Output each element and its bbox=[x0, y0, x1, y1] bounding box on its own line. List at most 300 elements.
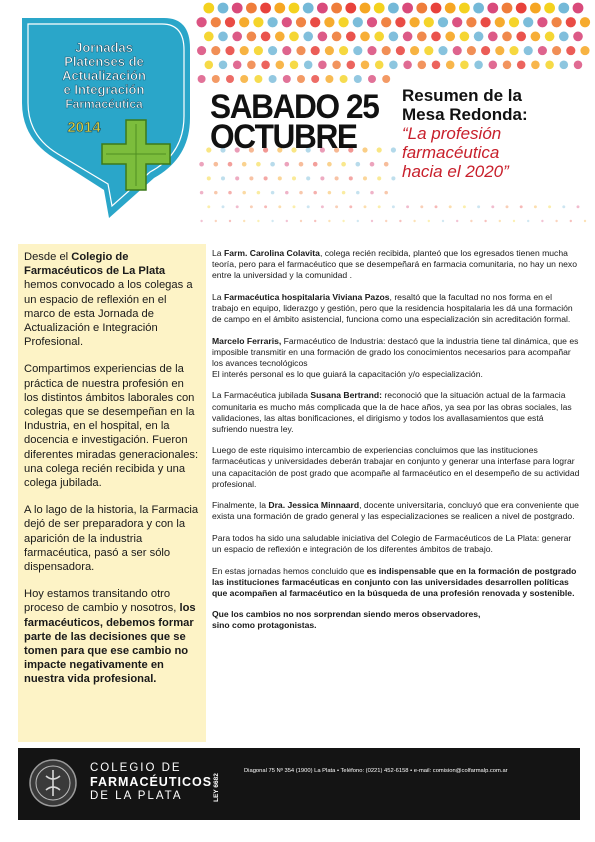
decor-dot bbox=[491, 205, 494, 208]
decor-dot bbox=[349, 205, 352, 208]
decor-dot bbox=[566, 46, 575, 55]
decor-dot bbox=[267, 17, 277, 27]
decor-dot bbox=[203, 3, 214, 14]
decor-dot bbox=[332, 61, 341, 70]
decor-dot bbox=[200, 191, 204, 195]
decor-dot bbox=[207, 205, 210, 208]
decor-dot bbox=[420, 205, 423, 208]
decor-dot bbox=[328, 191, 332, 195]
decor-dot bbox=[355, 162, 360, 167]
decor-dot bbox=[517, 61, 526, 70]
org-line-2: FARMACÉUTICOS bbox=[90, 775, 213, 789]
decor-dot bbox=[370, 191, 374, 195]
decor-dot bbox=[499, 220, 501, 222]
body-text: , colega recién recibida, planteó que los egresados tienen mucha teoría, pero para el farmacéutico que se desempeñará en farmacia comunitaria, no hay un nexo entre la universidad y la comunidad . bbox=[212, 248, 577, 281]
decor-dot bbox=[367, 46, 376, 55]
summary-quote-3: hacia el 2020” bbox=[402, 162, 509, 181]
decor-dot bbox=[562, 205, 565, 208]
decor-dot bbox=[353, 46, 362, 55]
decor-dot bbox=[435, 205, 438, 208]
decor-dot bbox=[418, 61, 427, 70]
decor-dot bbox=[311, 75, 319, 83]
speaker-bertrand bbox=[212, 390, 580, 434]
decor-dot bbox=[205, 61, 214, 70]
decor-dot bbox=[325, 75, 333, 83]
decor-dot bbox=[235, 176, 239, 180]
decor-dot bbox=[531, 61, 540, 70]
decor-dot bbox=[473, 3, 484, 14]
decor-dot bbox=[211, 17, 221, 27]
decor-dot bbox=[225, 46, 234, 55]
decor-dot bbox=[282, 46, 291, 55]
intro-paragraph-3: A lo lago de la historia, la Farmacia dejó de ser preparadora y con la aparición de la industria farmacéutica, pasó a ser sólo dispensadora. bbox=[24, 504, 199, 574]
speaker-pazos bbox=[212, 292, 580, 325]
decor-dot bbox=[335, 176, 339, 180]
college-name-block bbox=[90, 761, 212, 803]
decor-dot bbox=[269, 75, 277, 83]
decor-dot bbox=[544, 3, 555, 14]
decor-dot bbox=[304, 61, 313, 70]
decor-dot bbox=[243, 220, 245, 222]
decor-dot bbox=[240, 46, 249, 55]
decor-dot bbox=[558, 3, 569, 14]
decor-dot bbox=[228, 162, 233, 167]
decor-dot bbox=[264, 205, 267, 208]
decor-dot bbox=[328, 220, 330, 222]
decor-dot bbox=[196, 17, 206, 27]
decor-dot bbox=[502, 32, 512, 42]
decor-dot bbox=[432, 61, 441, 70]
decor-dot bbox=[249, 176, 253, 180]
decor-dot bbox=[229, 220, 231, 222]
summary-title-2: Mesa Redonda: bbox=[402, 105, 528, 124]
body-text: , resaltó que la facultad no nos forma en el trabajo en equipo, liderazgo y gestión, pero que la residencia hospitalaria les dá una formación de campo en el ámbito asistencial, funciona como una especialización sin acreditación formal. bbox=[212, 291, 573, 324]
decor-dot bbox=[219, 61, 228, 70]
body-text: La Farmacéutica jubilada bbox=[212, 390, 311, 401]
decor-dot bbox=[197, 46, 206, 55]
decor-dot bbox=[225, 17, 235, 27]
decor-dot bbox=[527, 220, 529, 222]
decor-dot bbox=[574, 61, 583, 70]
decor-dot bbox=[313, 162, 318, 167]
speaker-ferraris bbox=[212, 336, 580, 380]
decor-dot bbox=[331, 3, 342, 14]
speaker-colavita bbox=[212, 248, 580, 281]
decor-dot bbox=[487, 3, 498, 14]
decor-dot bbox=[293, 205, 296, 208]
decor-dot bbox=[270, 162, 275, 167]
decor-dot bbox=[384, 191, 388, 195]
decor-dot bbox=[424, 46, 433, 55]
decor-dot bbox=[503, 61, 512, 70]
decor-dot bbox=[289, 3, 300, 14]
conclusion-paragraph: Luego de este riquisimo intercambio de experiencias concluimos que las instituciones farmacéuticas y universidades deberán trabajar en conjunto y generar una interfase para lograr una capacitación de post grado que acompañe al farmacéutico en el desempeño de su actividad profesional. bbox=[212, 445, 580, 489]
decor-dot bbox=[406, 205, 409, 208]
decor-dot bbox=[332, 32, 342, 42]
body-text: El interés personal es lo que guiará la capacitación y/o especialización. bbox=[212, 368, 483, 379]
decor-dot bbox=[384, 162, 389, 167]
org-line-1: COLEGIO DE bbox=[90, 762, 182, 774]
decor-dot bbox=[341, 162, 346, 167]
decor-dot bbox=[531, 32, 541, 42]
decor-dot bbox=[460, 61, 469, 70]
decor-dot bbox=[221, 176, 225, 180]
decor-dot bbox=[335, 205, 338, 208]
decor-dot bbox=[438, 46, 447, 55]
decor-dot bbox=[207, 176, 211, 180]
decor-dot bbox=[424, 17, 434, 27]
closing-line: Que los cambios no nos sorprendan siendo meros observadores, bbox=[212, 609, 481, 620]
intro-emphasis: los farmacéuticos, debemos formar parte de las decisiones que se tomen para que ese cambio no impacte negativamente en nuestra vida profesional. bbox=[24, 602, 196, 686]
decor-dot bbox=[283, 75, 291, 83]
decor-dot bbox=[254, 75, 262, 83]
decor-dot bbox=[226, 75, 234, 83]
decor-dot bbox=[502, 3, 513, 14]
decor-dot bbox=[409, 17, 419, 27]
decor-dot bbox=[242, 191, 246, 195]
jornadas-badge bbox=[14, 8, 194, 234]
decor-dot bbox=[506, 205, 509, 208]
decor-dot bbox=[254, 46, 263, 55]
decor-dot bbox=[559, 32, 569, 42]
decor-dot bbox=[371, 220, 373, 222]
decor-dot bbox=[570, 220, 572, 222]
decor-dot bbox=[299, 191, 303, 195]
college-name: Colegio de Farmacéuticos de La Plata bbox=[24, 251, 166, 278]
badge-line-3: Actualización bbox=[62, 68, 146, 83]
intro-paragraph-2: Compartimos experiencias de la práctica de nuestra profesión en los distintos ámbitos laborales con colegas que se desempeñan en la Industria, en el hospital, en la docencia e investigación. Fueron diferentes miradas generacionales: una colega recién recibida y una colega jubilada. bbox=[24, 363, 199, 490]
decor-dot bbox=[375, 61, 384, 70]
speaker-name: Marcelo Ferraris, bbox=[212, 335, 282, 346]
decor-dot bbox=[299, 162, 304, 167]
decor-dot bbox=[410, 46, 419, 55]
decor-dot bbox=[212, 75, 220, 83]
decor-dot bbox=[452, 17, 462, 27]
decor-dot bbox=[395, 17, 405, 27]
decor-dot bbox=[545, 61, 554, 70]
speaker-name: Susana Bertrand: bbox=[310, 390, 383, 401]
decor-dot bbox=[477, 205, 480, 208]
decor-dot bbox=[222, 205, 225, 208]
decor-dot bbox=[353, 17, 363, 27]
speaker-name: Dra. Jessica Minnaard bbox=[268, 500, 360, 511]
decor-dot bbox=[509, 46, 518, 55]
badge-line-4: e Integración bbox=[63, 82, 145, 97]
decor-dot bbox=[318, 61, 327, 70]
decor-dot bbox=[453, 46, 462, 55]
decor-dot bbox=[474, 61, 483, 70]
decor-dot bbox=[523, 17, 533, 27]
decor-dot bbox=[396, 46, 405, 55]
decor-dot bbox=[346, 32, 356, 42]
decor-dot bbox=[297, 75, 305, 83]
decor-dot bbox=[566, 17, 576, 27]
decor-dot bbox=[340, 75, 348, 83]
decor-dot bbox=[399, 220, 401, 222]
decor-dot bbox=[368, 75, 376, 83]
decor-dot bbox=[339, 46, 348, 55]
decor-dot bbox=[338, 17, 348, 27]
decor-dot bbox=[290, 61, 299, 70]
event-date bbox=[210, 88, 400, 156]
decor-dot bbox=[347, 61, 356, 70]
decor-dot bbox=[285, 191, 289, 195]
decor-dot bbox=[388, 3, 399, 14]
decor-dot bbox=[370, 162, 375, 167]
decor-dot bbox=[324, 17, 334, 27]
badge-line-5: Farmacéutica bbox=[65, 97, 143, 111]
decor-dot bbox=[296, 17, 306, 27]
decor-dot bbox=[495, 17, 505, 27]
decor-dot bbox=[442, 220, 444, 222]
decor-dot bbox=[438, 17, 448, 27]
decor-dot bbox=[364, 205, 367, 208]
summary-body bbox=[212, 248, 580, 642]
decor-dot bbox=[317, 3, 328, 14]
decor-dot bbox=[292, 176, 296, 180]
decor-dot bbox=[555, 220, 557, 222]
decor-dot bbox=[509, 17, 519, 27]
decor-dot bbox=[261, 61, 270, 70]
decor-dot bbox=[354, 75, 362, 83]
date-month: OCTUBRE bbox=[210, 118, 357, 156]
decor-dot bbox=[489, 61, 498, 70]
decor-dot bbox=[303, 3, 314, 14]
decor-dot bbox=[274, 3, 285, 14]
decor-dot bbox=[580, 46, 589, 55]
decor-dot bbox=[253, 17, 263, 27]
decor-dot bbox=[445, 3, 456, 14]
body-text: , docente universitaria, concluyó que era conveniente que exista una formación de grado general y las especializaciones se realicen a nivel de postgrado. bbox=[212, 500, 579, 522]
decor-dot bbox=[246, 3, 257, 14]
decor-dot bbox=[385, 220, 387, 222]
decor-dot bbox=[257, 191, 261, 195]
decor-dot bbox=[284, 162, 289, 167]
decor-dot bbox=[349, 176, 353, 180]
decor-dot bbox=[466, 17, 476, 27]
decor-dot bbox=[360, 3, 371, 14]
decor-dot bbox=[381, 17, 391, 27]
decor-dot bbox=[198, 75, 206, 83]
decor-dot bbox=[474, 32, 484, 42]
decor-dot bbox=[300, 220, 302, 222]
decor-dot bbox=[271, 220, 273, 222]
decor-dot bbox=[307, 205, 310, 208]
conclusion-emphasis: es indispensable que en la formación de postgrado las instituciones farmacéuticas en conjunto con las universidades desarrollen políticas que acompañen al farmacéutico en la búsqueda de una profesión renovada y sostenible. bbox=[212, 565, 577, 598]
decor-dot bbox=[524, 46, 533, 55]
decor-dot bbox=[363, 176, 367, 180]
decor-dot bbox=[537, 17, 547, 27]
initiative-paragraph: Para todos ha sido una saludable iniciativa del Colegio de Farmacéuticos de La Plata: generar un espacio de reflexión e integración de los diferentes ámbitos de trabajo. bbox=[212, 532, 572, 554]
summary-title-1: Resumen de la bbox=[402, 86, 522, 105]
decor-dot bbox=[516, 3, 527, 14]
decor-dot bbox=[431, 32, 441, 42]
decor-dot bbox=[276, 61, 285, 70]
badge-line-2: Platenses de bbox=[64, 54, 144, 69]
decor-dot bbox=[250, 205, 253, 208]
decor-dot bbox=[374, 32, 384, 42]
decor-dot bbox=[286, 220, 288, 222]
decor-dot bbox=[463, 205, 466, 208]
decor-dot bbox=[214, 191, 218, 195]
badge-line-1: Jornadas bbox=[75, 40, 133, 55]
footer-bar bbox=[18, 748, 580, 820]
decor-dot bbox=[552, 46, 561, 55]
decor-dot bbox=[247, 61, 256, 70]
decor-dot bbox=[211, 46, 220, 55]
final-conclusion bbox=[212, 566, 580, 599]
decor-dot bbox=[560, 61, 569, 70]
decor-dot bbox=[327, 162, 332, 167]
decor-dot bbox=[520, 205, 523, 208]
decor-dot bbox=[403, 61, 412, 70]
decor-dot bbox=[200, 220, 202, 222]
decor-dot bbox=[239, 17, 249, 27]
decor-dot bbox=[260, 3, 271, 14]
decor-dot bbox=[303, 32, 313, 42]
decor-dot bbox=[382, 75, 390, 83]
decor-dot bbox=[261, 32, 271, 42]
decor-dot bbox=[215, 220, 217, 222]
decor-dot bbox=[361, 61, 370, 70]
decor-dot bbox=[459, 3, 470, 14]
decor-dot bbox=[389, 32, 399, 42]
decor-dot bbox=[320, 176, 324, 180]
contact-address: Diagonal 75 Nº 354 (1900) La Plata • Teléfono: (0221) 452-6158 • e-mail: comision@colfarmalp.com.ar bbox=[244, 768, 508, 774]
decor-dot bbox=[460, 32, 470, 42]
decor-dot bbox=[378, 205, 381, 208]
decor-dot bbox=[382, 46, 391, 55]
decor-dot bbox=[513, 220, 515, 222]
decor-dot bbox=[318, 32, 328, 42]
decor-dot bbox=[392, 205, 395, 208]
decor-dot bbox=[218, 3, 229, 14]
decor-dot bbox=[321, 205, 324, 208]
decor-dot bbox=[271, 191, 275, 195]
decor-dot bbox=[289, 32, 299, 42]
decor-dot bbox=[247, 32, 257, 42]
intro-column bbox=[18, 244, 206, 742]
decor-dot bbox=[403, 32, 413, 42]
decor-dot bbox=[232, 3, 243, 14]
decor-dot bbox=[213, 162, 218, 167]
decor-dot bbox=[428, 220, 430, 222]
decor-dot bbox=[275, 32, 285, 42]
decor-dot bbox=[470, 220, 472, 222]
decor-dot bbox=[236, 205, 239, 208]
closing-statement bbox=[212, 609, 580, 631]
date-day: SABADO 25 bbox=[210, 88, 379, 126]
intro-text: Desde el bbox=[24, 251, 72, 263]
body-text: Finalmente, la bbox=[212, 500, 269, 511]
decor-dot bbox=[233, 61, 242, 70]
decor-dot bbox=[310, 17, 320, 27]
decor-dot bbox=[446, 61, 455, 70]
decor-dot bbox=[325, 46, 334, 55]
decor-dot bbox=[242, 162, 247, 167]
decor-dot bbox=[551, 17, 561, 27]
intro-text: Hoy estamos transitando otro proceso de cambio y nosotros, bbox=[24, 588, 180, 615]
decor-dot bbox=[228, 191, 232, 195]
decor-dot bbox=[389, 61, 398, 70]
law-number: LEY 6682 bbox=[212, 773, 220, 802]
decor-dot bbox=[218, 32, 228, 42]
decor-dot bbox=[268, 46, 277, 55]
decor-dot bbox=[367, 17, 377, 27]
decor-dot bbox=[374, 3, 385, 14]
decor-dot bbox=[356, 191, 360, 195]
decor-dot bbox=[314, 220, 316, 222]
decor-dot bbox=[306, 176, 310, 180]
intro-paragraph-1 bbox=[24, 250, 200, 349]
decor-dot bbox=[311, 46, 320, 55]
decor-dot bbox=[313, 191, 317, 195]
decor-dot bbox=[204, 32, 214, 42]
decor-dot bbox=[345, 3, 356, 14]
decor-dot bbox=[573, 3, 584, 14]
decor-dot bbox=[257, 220, 259, 222]
decor-dot bbox=[516, 32, 526, 42]
decor-dot bbox=[534, 205, 537, 208]
decor-dot bbox=[282, 17, 292, 27]
decor-dot bbox=[449, 205, 452, 208]
body-text: La bbox=[212, 291, 224, 302]
decor-dot bbox=[360, 32, 370, 42]
decor-dot bbox=[413, 220, 415, 222]
intro-paragraph-4 bbox=[24, 587, 200, 686]
decor-dot bbox=[417, 32, 427, 42]
decor-dot bbox=[342, 191, 346, 195]
decor-dot bbox=[538, 46, 547, 55]
decor-dot bbox=[548, 205, 551, 208]
summary-quote-2: farmacéutica bbox=[402, 143, 500, 162]
org-line-3: DE LA PLATA bbox=[90, 790, 183, 802]
decor-dot bbox=[545, 32, 555, 42]
decor-dot bbox=[467, 46, 476, 55]
decor-dot bbox=[199, 162, 204, 167]
decor-dot bbox=[256, 162, 261, 167]
decor-dot bbox=[541, 220, 543, 222]
speaker-minnaard bbox=[212, 500, 580, 522]
decor-dot bbox=[577, 205, 580, 208]
body-text: En estas jornadas hemos concluido que bbox=[212, 565, 367, 576]
decor-dot bbox=[278, 176, 282, 180]
decor-dot bbox=[481, 46, 490, 55]
college-seal-icon bbox=[28, 758, 78, 808]
decor-dot bbox=[232, 32, 242, 42]
decor-dot bbox=[278, 205, 281, 208]
decor-dot bbox=[580, 17, 590, 27]
decor-dot bbox=[342, 220, 344, 222]
badge-year: 2014 bbox=[67, 119, 101, 136]
speaker-name: Farmacéutica hospitalaria Viviana Pazos bbox=[223, 291, 390, 302]
closing-line: sino como protagonistas. bbox=[212, 620, 317, 631]
decor-dot bbox=[445, 32, 455, 42]
decor-dot bbox=[377, 176, 381, 180]
decor-dot bbox=[480, 17, 490, 27]
decor-dot bbox=[488, 32, 498, 42]
summary-quote-1: “La profesión bbox=[402, 124, 502, 143]
body-text: reconoció que la situación actual de la farmacia comunitaria es mucho más complicada que la de hace años, ya sea por las obras sociales, las validaciones, las altas bonificaciones, el dirigismo y todos los avallasamientos que está sufriendo nuestra ley. bbox=[212, 390, 572, 434]
decor-dot bbox=[456, 220, 458, 222]
decor-dot bbox=[573, 32, 583, 42]
speaker-name: Farm. Carolina Colavita bbox=[223, 248, 320, 258]
intro-text: hemos convocado a los colegas a un espacio de reflexión en el marco de esta Jornada de Actualización e Integración Profesional. bbox=[24, 279, 193, 349]
decor-dot bbox=[240, 75, 248, 83]
body-text: Farmacéutico de Industria: destacó que la industria tiene tal dinámica, que es imposible transmitir en una formación de grado los conocimientos necesarios para acompañar los avances tecnológicos bbox=[212, 335, 579, 368]
decor-dot bbox=[584, 220, 586, 222]
decor-dot bbox=[264, 176, 268, 180]
